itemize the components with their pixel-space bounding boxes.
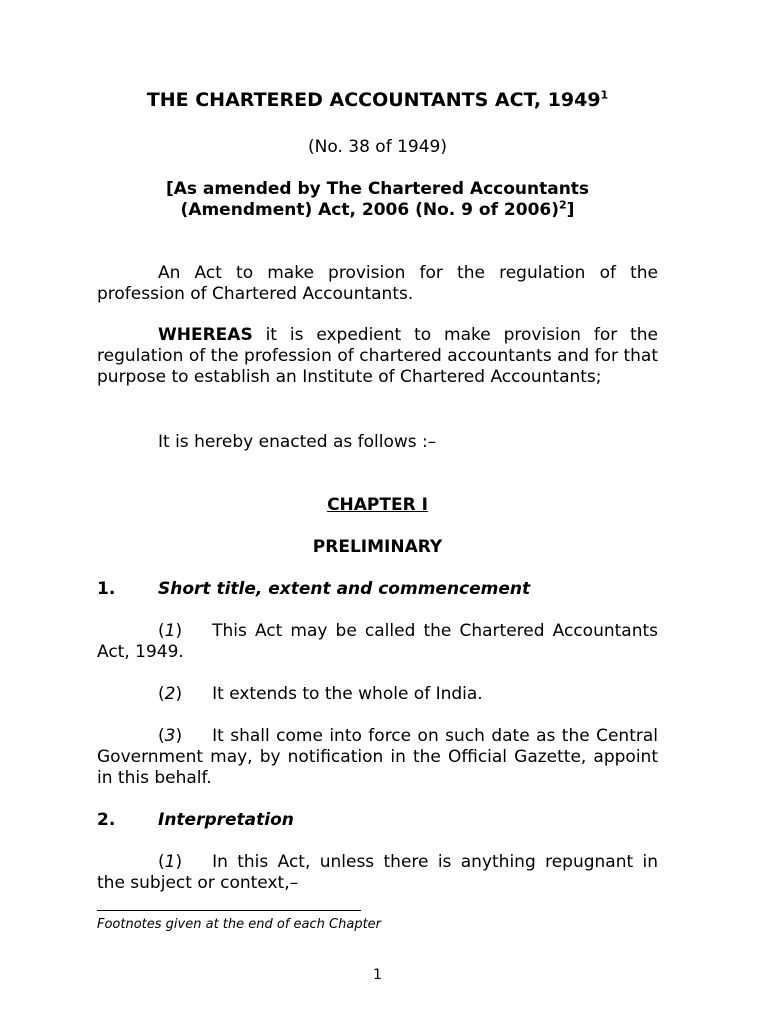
clause-text: This Act may be called the Chartered Accountants Act, 1949. — [97, 621, 658, 662]
clause-number: 3 — [164, 726, 176, 746]
clause-text: It shall come into force on such date as the Central Government may, by notification in the Official Gazette, appoint in this behalf. — [97, 726, 658, 788]
whereas-paragraph — [97, 325, 658, 388]
whereas-lead: WHEREAS — [158, 325, 253, 345]
section-2-number: 2. — [97, 810, 116, 830]
chapter-heading — [97, 495, 658, 516]
section-1-clause-1: (1) This Act may be called the Chartered Accountants Act, 1949. — [97, 621, 658, 662]
clause-text: In this Act, unless there is anything repugnant in the subject or context,– — [97, 852, 658, 893]
clause-text: It extends to the whole of India. — [212, 684, 483, 704]
amendment-line-2 — [97, 200, 658, 221]
clause-number: 1 — [164, 852, 176, 872]
title-footnote-ref: 1 — [600, 88, 609, 102]
amendment-line-1: [As amended by The Chartered Accountants — [165, 179, 590, 199]
section-1-heading — [97, 579, 530, 600]
amendment-footnote-ref: 2 — [559, 198, 567, 212]
footnote-separator — [97, 910, 361, 911]
preamble-paragraph: An Act to make provision for the regulation of the profession of Chartered Accountants. — [97, 263, 658, 304]
section-1-clause-3: (3) It shall come into force on such date as the Central Government may, by notification in the Official Gazette, appoint in this behalf. — [97, 726, 658, 788]
document-title — [97, 90, 658, 111]
page-number: 1 — [373, 967, 382, 983]
document-page — [97, 0, 658, 1024]
section-1-number: 1. — [97, 579, 116, 599]
clause-number: 1 — [164, 621, 176, 641]
section-1-title: Short title, extent and commencement — [158, 579, 531, 599]
amendment-close-bracket: ] — [566, 200, 575, 220]
enacted-paragraph: It is hereby enacted as follows :– — [158, 432, 437, 452]
chapter-label: CHAPTER I — [327, 495, 428, 515]
section-2-title: Interpretation — [158, 810, 294, 830]
section-1-clause-2: (2) It extends to the whole of India. — [158, 684, 483, 704]
clause-number: 2 — [164, 684, 176, 704]
section-2-heading — [97, 810, 294, 831]
whereas-text: it is expedient to make provision for the regulation of the profession of chartered accountants and for that purpose to establish an Institute of Chartered Accountants; — [97, 325, 658, 387]
chapter-title: PRELIMINARY — [312, 537, 443, 557]
amendment-line-2-text: (Amendment) Act, 2006 (No. 9 of 2006) — [180, 200, 559, 220]
section-2-clause-1: (1) In this Act, unless there is anything repugnant in the subject or context,– — [97, 852, 658, 893]
footnote-text: Footnotes given at the end of each Chapter — [97, 917, 382, 932]
act-number: (No. 38 of 1949) — [308, 137, 447, 157]
title-text: THE CHARTERED ACCOUNTANTS ACT, 1949 — [146, 89, 601, 111]
